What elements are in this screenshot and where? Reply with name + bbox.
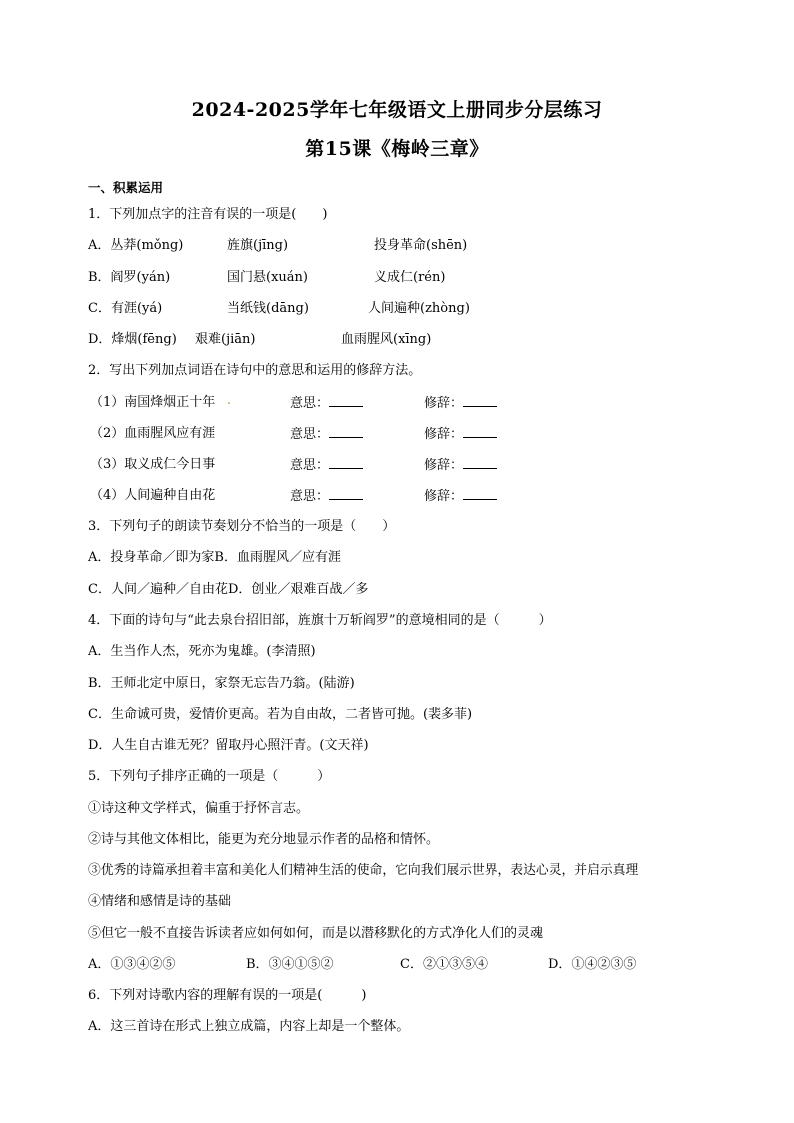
- question-2-stem: 2．写出下列加点词语在诗句中的意思和运用的修辞方法。: [88, 363, 422, 378]
- question-4-option-c: C．生命诚可贵，爱情价更高。若为自由故，二者皆可抛。(裴多菲): [88, 707, 473, 722]
- answer-blank: [463, 456, 497, 469]
- page-title: 2024-2025学年七年级语文上册同步分层练习: [191, 99, 603, 121]
- answer-blank: [329, 487, 363, 500]
- answer-blank: [329, 456, 363, 469]
- question-5-sentence-4: ④情绪和感情是诗的基础: [88, 894, 232, 909]
- section-heading: 一、积累运用: [88, 180, 164, 195]
- question-5-stem: 5．下列句子排序正确的一项是（ ）: [88, 769, 331, 784]
- question-5-sentence-5: ⑤但它一般不直接告诉读者应如何如何，而是以潜移默化的方式净化人们的灵魂: [88, 926, 544, 941]
- question-3-options-ab: A．投身革命／即为家B．血雨腥风／应有涯: [88, 550, 341, 565]
- question-5-sentence-2: ②诗与其他文体相比，能更为充分地显示作者的品格和情怀。: [88, 832, 440, 847]
- question-4-option-b: B．王师北定中原日，家祭无忘告乃翁。(陆游): [88, 676, 355, 691]
- question-6-stem: 6．下列对诗歌内容的理解有误的一项是( ): [88, 988, 367, 1003]
- answer-blank: [329, 394, 363, 407]
- answer-blank: [463, 425, 497, 438]
- answer-blank: [329, 425, 363, 438]
- document-page: 2024-2025学年七年级语文上册同步分层练习 第15课《梅岭三章》 一、积累运用 1．下列加点字的注音有误的一项是( ) A．丛莽(mǒng) 旌旗(jīng) 投身革命(shēn) B．阎罗(yán) 国门悬(xuán) 义成仁(rén) C．有涯(yá) 当纸钱(dāng) 人间遍种(zhòng) D．烽烟(fēng) 艰难(jiān) 血雨腥风(xīng) 2．写出下列加点词语在诗句中的意思和运用的修辞方法。 （1）南国烽烟正十年 意思： 修辞： （2）血雨腥风应有涯 意思： 修辞： （3）取义成仁今日事 意思： 修辞： （4）人间遍种自由花 意思： 修辞： 3．下列句子的朗读节奏划分不恰当的一项是（ ） A．投身革命／即为家B．血雨腥风／应有涯 C．人间／遍种／自由花D．创业／艰难百战／多 4．下面的诗句与“此去泉台招旧部，旌旗十万斩阎罗”的意境相同的是（ ） A．生当作人杰，死亦为鬼雄。(李清照) B．王师北定中原日，家祭无忘告乃翁。(陆游) C．生命诚可贵，爱情价更高。若为自由故，二者皆可抛。(裴多菲) D．人生自古谁无死？留取丹心照汗青。(文天祥) 5．下列句子排序正确的一项是（ ） ①诗这种文学样式，偏重于抒怀言志。 ②诗与其他文体相比，能更为充分地显示作者的品格和情怀。 ③优秀的诗篇承担着丰富和美化人们精神生活的使命，它向我们展示世界，表达心灵，并启示真理 ④情绪和感情是诗的基础 ⑤但它一般不直接告诉读者应如何如何，而是以潜移默化的方式净化人们的灵魂 A．①③④②⑤ B．③④①⑤② C．②①③⑤④ D．①④②③⑤ 6．下列对诗歌内容的理解有误的一项是( ) A．这三首诗在形式上独立成篇，内容上却是一个整体。: [0, 0, 794, 1123]
- question-4-stem: 4．下面的诗句与“此去泉台招旧部，旌旗十万斩阎罗”的意境相同的是（ ）: [88, 613, 552, 628]
- question-6-option-a: A．这三首诗在形式上独立成篇，内容上却是一个整体。: [88, 1019, 410, 1034]
- question-5-sentence-3: ③优秀的诗篇承担着丰富和美化人们精神生活的使命，它向我们展示世界，表达心灵，并启示真理: [88, 863, 639, 878]
- answer-blank: [463, 487, 497, 500]
- question-1-stem: 1．下列加点字的注音有误的一项是( ): [88, 207, 328, 222]
- question-4-option-a: A．生当作人杰，死亦为鬼雄。(李清照): [88, 644, 316, 659]
- answer-blank: [463, 394, 497, 407]
- question-5-sentence-1: ①诗这种文学样式，偏重于抒怀言志。: [88, 801, 310, 816]
- emphasis-dot: [228, 402, 230, 404]
- question-3-stem: 3．下列句子的朗读节奏划分不恰当的一项是（ ）: [88, 519, 396, 534]
- question-4-option-d: D．人生自古谁无死？留取丹心照汗青。(文天祥): [88, 738, 369, 753]
- question-3-options-cd: C．人间／遍种／自由花D．创业／艰难百战／多: [88, 582, 369, 597]
- page-subtitle: 第15课《梅岭三章》: [305, 138, 489, 160]
